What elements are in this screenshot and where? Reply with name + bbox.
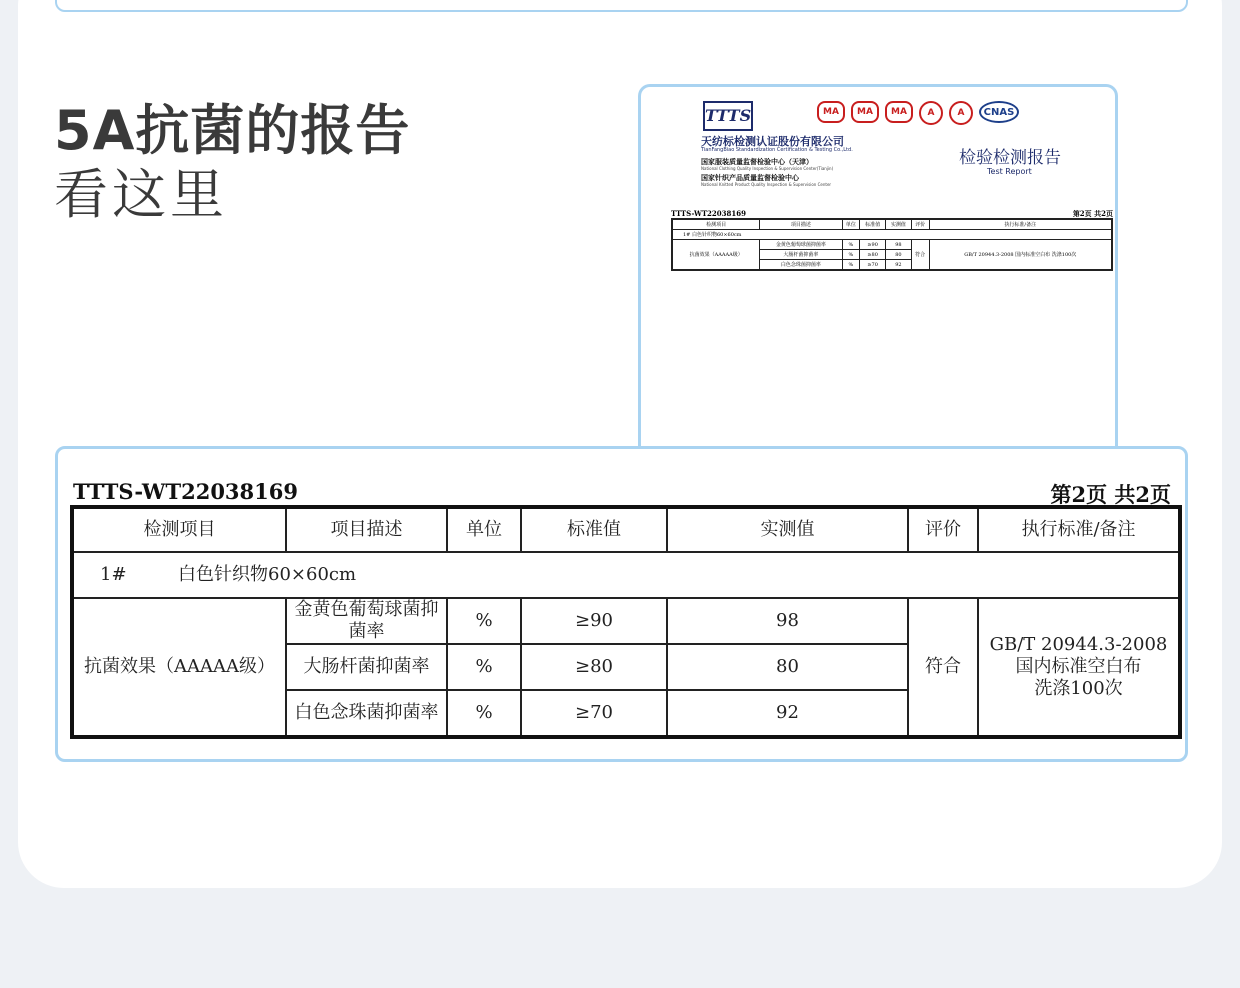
- report-thumbnail: [638, 84, 1118, 452]
- thumb-desc-cell: 大肠杆菌抑菌率: [760, 250, 842, 260]
- cma-mark-icon: MA: [885, 101, 913, 123]
- unit-cell: %: [447, 598, 521, 644]
- thumb-item-cell: 抗菌效果（AAAAA级）: [672, 240, 760, 271]
- thumb-unit-cell: %: [842, 260, 860, 271]
- table-header-row: [72, 507, 1180, 552]
- previous-section-frame: [55, 0, 1188, 12]
- remark-line: GB/T 20944.3-2008: [989, 634, 1168, 655]
- thumb-sample-cell: 1# 白色针织物60×60cm: [672, 230, 1112, 240]
- heading-line-2: 看这里: [54, 163, 228, 226]
- remark-cell: [978, 598, 1180, 737]
- measured-cell: 92: [667, 690, 908, 737]
- results-table: [70, 505, 1182, 739]
- thumb-header-cell: 执行标准/备注: [929, 219, 1112, 230]
- standard-cell: ≥70: [521, 690, 667, 737]
- header-cell: 项目描述: [286, 507, 447, 552]
- thumb-standard-cell: ≥80: [860, 250, 886, 260]
- thumb-desc-cell: 金黄色葡萄球菌抑菌率: [760, 240, 842, 250]
- desc-cell: 大肠杆菌抑菌率: [286, 644, 447, 690]
- report-number: TTTS-WT22038169: [73, 479, 298, 504]
- ttts-logo: TTTS: [703, 101, 753, 131]
- evaluation-cell: 符合: [908, 598, 978, 737]
- standard-cell: ≥80: [521, 644, 667, 690]
- report-zoom-panel: [55, 446, 1188, 762]
- page-number: 第2页 共2页: [1050, 482, 1171, 507]
- thumb-header-cell: 项目描述: [760, 219, 842, 230]
- thumb-standard-cell: ≥70: [860, 260, 886, 271]
- measured-cell: 80: [667, 644, 908, 690]
- thumb-desc-cell: 白色念珠菌抑菌率: [760, 260, 842, 271]
- thumb-measured-cell: 98: [886, 240, 912, 250]
- header-cell: 评价: [908, 507, 978, 552]
- thumb-header-cell: 评价: [911, 219, 929, 230]
- certification-marks: [817, 101, 1019, 125]
- remark-line: 国内标准空白布: [1015, 656, 1142, 677]
- unit-cell: %: [447, 644, 521, 690]
- center-2-name-en: National Knitted Product Quality Inspection & Supervision Center: [701, 182, 832, 187]
- table-row: [72, 598, 1180, 644]
- center-1-name-en: National Clothing Quality Inspection & Supervision Center(Tianjin): [701, 166, 834, 171]
- unit-cell: %: [447, 690, 521, 737]
- thumb-report-header: [671, 209, 1113, 218]
- center-1-name: 国家服装质量监督检验中心（天津）: [701, 158, 813, 166]
- lab-name: 天纺标检测认证股份有限公司: [701, 135, 844, 148]
- header-cell: 检测项目: [72, 507, 286, 552]
- header-cell: 标准值: [521, 507, 667, 552]
- thumb-page-number: 第2页 共2页: [1072, 209, 1113, 218]
- thumb-header-cell: 标准值: [860, 219, 886, 230]
- sample-description: 白色针织物60×60cm: [178, 564, 357, 585]
- remark-line: 洗涤100次: [1034, 678, 1123, 699]
- thumb-report-number: TTTS-WT22038169: [671, 209, 746, 218]
- lab-name-en: TianFangBiao Standardization Certification & Testing Co.,Ltd.: [701, 147, 853, 153]
- heading-line-1: 5A抗菌的报告: [54, 99, 411, 162]
- thumb-header-cell: 单位: [842, 219, 860, 230]
- thumb-standard-cell: ≥90: [860, 240, 886, 250]
- cma-mark-icon: MA: [851, 101, 879, 123]
- header-cell: 实测值: [667, 507, 908, 552]
- sample-number: 1#: [100, 564, 127, 585]
- cal-mark-icon: A: [949, 101, 973, 125]
- thumb-evaluation-cell: 符合: [911, 240, 929, 271]
- center-2-name: 国家针织产品质量监督检验中心: [701, 174, 799, 182]
- thumb-header-cell: 实测值: [886, 219, 912, 230]
- desc-cell: 白色念珠菌抑菌率: [286, 690, 447, 737]
- sample-cell: [72, 552, 1180, 598]
- thumb-measured-cell: 92: [886, 260, 912, 271]
- cal-mark-icon: A: [919, 101, 943, 125]
- header-cell: 单位: [447, 507, 521, 552]
- thumb-results-table: [671, 218, 1113, 271]
- header-cell: 执行标准/备注: [978, 507, 1180, 552]
- report-title: 检验检测报告: [959, 148, 1061, 168]
- standard-cell: ≥90: [521, 598, 667, 644]
- thumb-measured-cell: 80: [886, 250, 912, 260]
- report-title-en: Test Report: [987, 167, 1032, 176]
- thumb-header-cell: 检测项目: [672, 219, 760, 230]
- thumb-unit-cell: %: [842, 240, 860, 250]
- thumb-remark-cell: GB/T 20944.3-2008 国内标准空白布 洗涤100次: [929, 240, 1112, 271]
- cma-mark-icon: MA: [817, 101, 845, 123]
- item-cell: 抗菌效果（AAAAA级）: [72, 598, 286, 737]
- measured-cell: 98: [667, 598, 908, 644]
- sample-row: [72, 552, 1180, 598]
- thumb-unit-cell: %: [842, 250, 860, 260]
- cnas-mark-icon: CNAS: [979, 101, 1019, 123]
- desc-cell: 金黄色葡萄球菌抑菌率: [286, 598, 447, 644]
